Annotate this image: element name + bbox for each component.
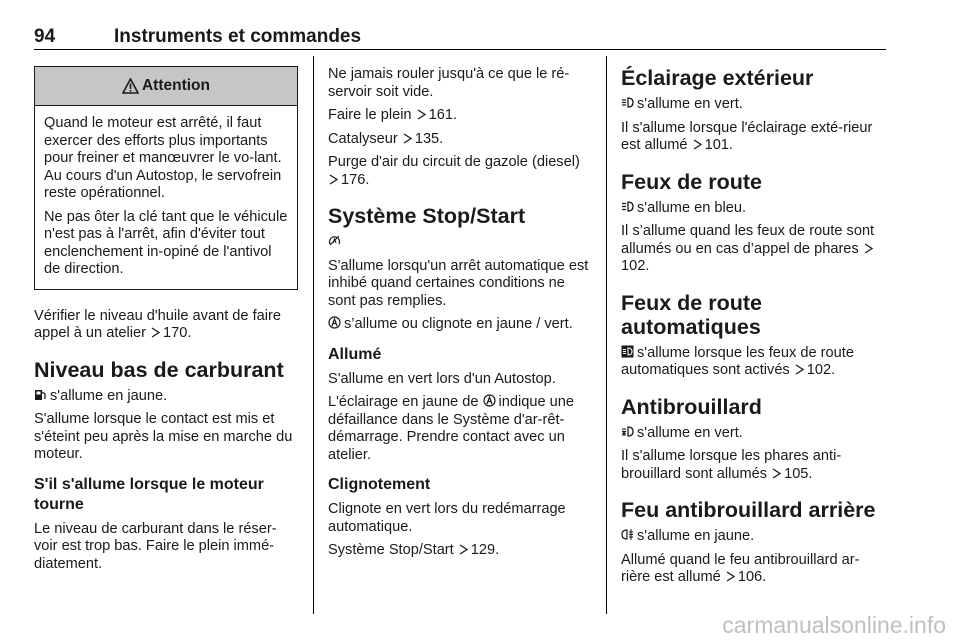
fog-light-text: Il s'allume lorsque les phares anti-brouillard sont allumés 105. [621, 448, 842, 482]
rear-fog-text: Allumé quand le feu antibrouillard ar-rière est allumé 106. [621, 551, 860, 585]
fuel-pump-icon [34, 388, 47, 401]
on-text-2: L'éclairage en jaune de indique une défaillance dans le Système d'ar-rêt-démarrage. Prendre contact avec un atelier. [328, 394, 575, 463]
auto-high-beam-heading: Feux de route automatiques [621, 290, 762, 339]
page-ref-arrow-icon [693, 139, 702, 150]
page-ref-arrow-icon [403, 133, 412, 144]
exterior-text: Il s'allume lorsque l'éclairage exté-rieur est allumé 101. [621, 119, 873, 153]
page-ref-arrow-icon [417, 109, 426, 120]
attention-box [34, 66, 298, 290]
blink-text: Clignote en vert lors du redémarrage automatique. [328, 501, 566, 535]
empty-tank-text: Ne jamais rouler jusqu'à ce que le ré-servoir soit vide. [328, 66, 570, 100]
page-ref-arrow-icon [795, 364, 804, 375]
attention-text-2: Ne pas ôter la clé tant que le véhicule n'est pas à l'arrêt, afin d'éviter tout enclenchement in-opiné de l'antivol de direction. [44, 208, 288, 277]
column-2 [328, 66, 592, 566]
page-ref-arrow-icon [459, 544, 468, 555]
warning-icon [122, 78, 139, 94]
stop-start-icon [483, 394, 496, 407]
attention-title: Attention [141, 77, 210, 94]
page-ref-arrow-icon [151, 327, 160, 338]
page-ref-arrow-icon [772, 468, 781, 479]
fuel-sub-heading: S'il s'allume lorsque le moteur tourne [34, 475, 264, 513]
stop-start-heading: Système Stop/Start [328, 204, 526, 228]
auto-high-beam-text: s'allume lorsque les feux de route automatiques sont activés 102. [621, 344, 854, 378]
high-beam-icon [621, 200, 634, 213]
auto-high-beam-icon [621, 345, 634, 358]
attention-text-1: Quand le moteur est arrêté, il faut exercer des efforts plus importants pour freiner et manœuvrer le vo-lant. Au cours d'un Autostop, le servofrein reste opérationnel. [44, 115, 282, 201]
stop-start-status: s’allume ou clignote en jaune / vert. [328, 316, 592, 334]
stop-start-text: S'allume lorsqu'un arrêt automatique est inhibé quand certaines conditions ne sont pas remplies. [328, 257, 589, 309]
on-text-1: S'allume en vert lors d'un Autostop. [328, 370, 556, 387]
column-1 [34, 66, 298, 579]
exterior-status: s'allume en vert. [621, 96, 887, 114]
watermark: carmanualsonline.info [722, 612, 946, 638]
fog-light-status: s'allume en vert. [621, 425, 887, 443]
high-beam-heading: Feux de route [621, 169, 762, 194]
column-divider-2 [606, 56, 607, 614]
exterior-lighting-heading: Éclairage extérieur [621, 66, 814, 90]
fog-light-icon [621, 425, 634, 438]
oil-check-text: Vérifier le niveau d'huile avant de faire appel à un atelier 170. [34, 307, 281, 341]
page-ref-arrow-icon [864, 243, 873, 254]
blink-heading: Clignotement [328, 476, 431, 493]
fuel-sub-text: Le niveau de carburant dans le réser-voir est trop bas. Faire le plein immé-diatement. [34, 520, 277, 572]
refuel-ref: Faire le plein 161. [328, 107, 458, 123]
stop-start-inhibit-icon [328, 234, 341, 247]
high-beam-text: Il s’allume quand les feux de route sont allumés ou en cas d’appel de phares 102. [621, 223, 875, 274]
page-ref-arrow-icon [726, 571, 735, 582]
stop-start-inhibit-icon-line [328, 234, 592, 252]
exterior-light-icon [621, 96, 634, 109]
high-beam-status: s'allume en bleu. [621, 200, 887, 218]
low-fuel-text: S'allume lorsque le contact est mis et s'éteint peu après la mise en marche du moteur. [34, 411, 293, 462]
fog-light-heading: Antibrouillard [621, 394, 762, 419]
column-divider-1 [313, 56, 314, 614]
low-fuel-status: s'allume en jaune. [34, 388, 298, 406]
section-title: Instruments et commandes [114, 26, 362, 47]
rear-fog-status: s'allume en jaune. [621, 528, 887, 546]
rear-fog-heading: Feu antibrouillard arrière [621, 498, 876, 522]
page-ref-arrow-icon [329, 174, 338, 185]
low-fuel-heading: Niveau bas de carburant [34, 357, 284, 382]
on-heading: Allumé [328, 345, 382, 363]
catalyst-ref: Catalyseur 135. [328, 130, 444, 147]
column-3 [621, 66, 887, 593]
page-number: 94 [34, 26, 56, 47]
attention-header [35, 67, 297, 106]
blink-ref: Système Stop/Start 129. [328, 542, 500, 558]
header-rule [34, 49, 886, 50]
purge-ref: Purge d'air du circuit de gazole (diesel) 176. [328, 154, 580, 188]
stop-start-icon [328, 316, 341, 329]
rear-fog-light-icon [621, 528, 634, 541]
